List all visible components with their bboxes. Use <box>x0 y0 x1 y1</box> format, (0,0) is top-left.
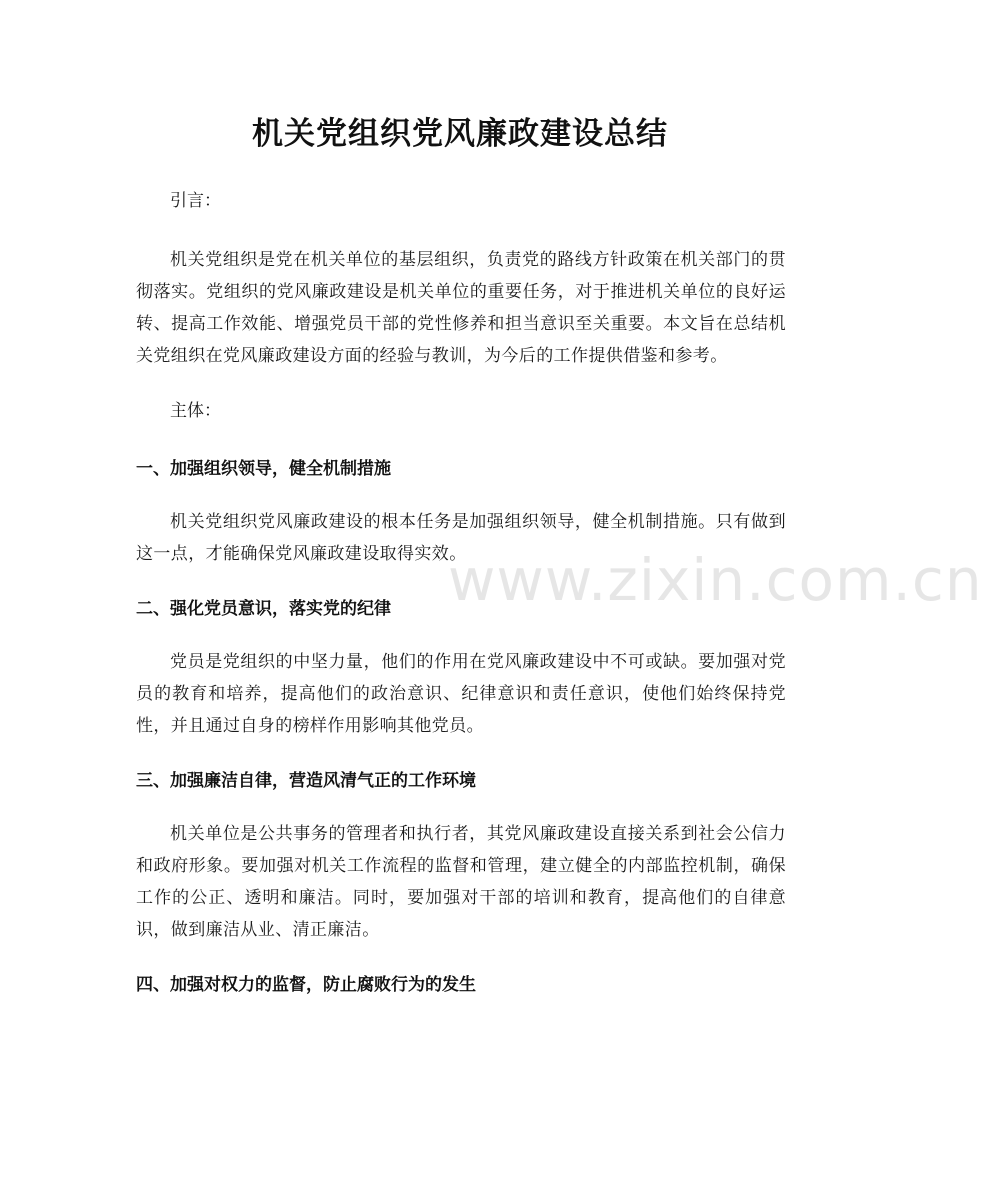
section-paragraph-3: 机关单位是公共事务的管理者和执行者，其党风廉政建设直接关系到社会公信力和政府形象。要加强对机关工作流程的监督和管理，建立健全的内部监控机制，确保工作的公正、透明和廉洁。同时，要加强对干部的培训和教育，提高他们的自律意识，做到廉洁从业、清正廉洁。 <box>136 824 786 940</box>
body-label: 主体： <box>170 401 221 421</box>
watermark: www.zixin.com.cn <box>448 546 983 614</box>
document-title: 机关党组织党风廉政建设总结 <box>252 116 668 152</box>
section-heading-2: 二、强化党员意识，落实党的纪律 <box>136 599 391 619</box>
section-heading-4: 四、加强对权力的监督，防止腐败行为的发生 <box>136 975 476 995</box>
document-body <box>136 186 786 1022</box>
section-paragraph-1: 机关党组织党风廉政建设的根本任务是加强组织领导，健全机制措施。只有做到这一点，才能确保党风廉政建设取得实效。 <box>136 512 786 564</box>
section-paragraph-2: 党员是党组织的中坚力量，他们的作用在党风廉政建设中不可或缺。要加强对党员的教育和培养，提高他们的政治意识、纪律意识和责任意识，使他们始终保持党性，并且通过自身的榜样作用影响其他党员。 <box>136 652 786 736</box>
section-heading-1: 一、加强组织领导，健全机制措施 <box>136 459 391 479</box>
intro-label: 引言： <box>170 191 221 211</box>
section-heading-3: 三、加强廉洁自律，营造风清气正的工作环境 <box>136 771 476 791</box>
intro-paragraph: 机关党组织是党在机关单位的基层组织，负责党的路线方针政策在机关部门的贯彻落实。党组织的党风廉政建设是机关单位的重要任务，对于推进机关单位的良好运转、提高工作效能、增强党员干部的党性修养和担当意识至关重要。本文旨在总结机关党组织在党风廉政建设方面的经验与教训，为今后的工作提供借鉴和参考。 <box>136 250 786 366</box>
